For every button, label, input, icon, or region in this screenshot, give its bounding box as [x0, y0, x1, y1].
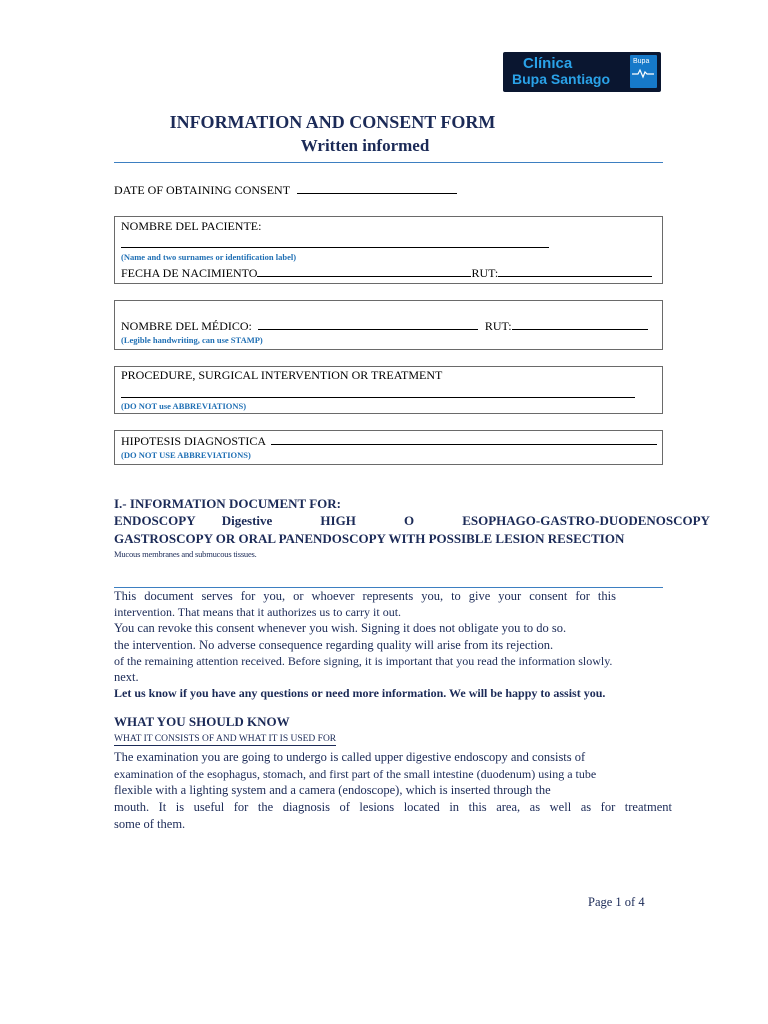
know-subheading: WHAT IT CONSISTS OF AND WHAT IT IS USED FOR: [114, 734, 337, 744]
intro-help-line: Let us know if you have any questions or need more information. We will be happy to assist you.: [114, 686, 606, 700]
birth-date-label: FECHA DE NACIMIENTO: [121, 266, 258, 280]
logo-line-1: Clínica: [523, 55, 573, 72]
logo-line-2: Bupa Santiago: [512, 71, 611, 87]
consent-date-label: DATE OF OBTAINING CONSENT: [114, 183, 290, 197]
section-heading: I.- INFORMATION DOCUMENT FOR:: [114, 496, 342, 511]
diagnosis-row: [121, 433, 657, 449]
intro-line-6: next.: [114, 670, 139, 684]
patient-name-label: NOMBRE DEL PACIENTE:: [121, 219, 262, 233]
know-line-3: flexible with a lighting system and a camera (endoscope), which is inserted through the: [114, 783, 551, 797]
doctor-hint: (Legible handwriting, can use STAMP): [121, 335, 263, 345]
bupa-badge-text: Bupa: [633, 58, 650, 65]
birth-date-field[interactable]: [257, 265, 471, 277]
clinic-logo: [503, 52, 661, 92]
patient-rut-label: RUT:: [471, 266, 499, 280]
procedure-box: [114, 366, 663, 414]
title-word-o: O: [403, 513, 415, 528]
procedure-hint: (DO NOT use ABBREVIATIONS): [121, 401, 247, 411]
patient-box: [114, 216, 663, 284]
title-word-endoscopy: ENDOSCOPY: [114, 513, 196, 528]
know-line-2: examination of the esophagus, stomach, and first part of the small intestine (duodenum) using a tube: [114, 767, 597, 781]
doctor-box: [114, 300, 663, 350]
procedure-title-line-1: [114, 513, 710, 529]
consent-date-row: [114, 182, 457, 198]
know-line-5: some of them.: [114, 817, 186, 831]
procedure-title-line-2: GASTROSCOPY OR ORAL PANENDOSCOPY WITH POSSIBLE LESION RESECTION: [114, 531, 625, 546]
doctor-rut-label: RUT:: [484, 319, 512, 333]
bupa-badge: [630, 55, 657, 88]
page-number: Page 1 of 4: [588, 895, 645, 909]
doctor-row: [121, 318, 648, 334]
patient-name-hint: (Name and two surnames or identification label): [121, 252, 297, 262]
intro-line-2: intervention. That means that it authorizes us to carry it out.: [114, 605, 402, 619]
title-word-high: HIGH: [320, 513, 356, 528]
intro-line-4: the intervention. No adverse consequence regarding quality will arise from its rejection.: [114, 638, 554, 652]
know-line-1: The examination you are going to undergo is called upper digestive endoscopy and consists of: [114, 750, 586, 764]
title-divider: [114, 162, 663, 163]
diagnosis-box: [114, 430, 663, 465]
procedure-field[interactable]: [121, 397, 635, 398]
patient-rut-field[interactable]: [498, 265, 652, 277]
doctor-rut-field[interactable]: [512, 318, 648, 330]
doctor-name-field[interactable]: [258, 318, 478, 330]
diagnosis-label: HIPOTESIS DIAGNOSTICA: [121, 434, 266, 448]
tissue-note: Mucous membranes and submucous tissues.: [114, 549, 257, 559]
section-divider: [114, 587, 663, 588]
title-word-egd: ESOPHAGO-GASTRO-DUODENOSCOPY: [462, 513, 710, 528]
patient-name-field[interactable]: [121, 247, 549, 248]
intro-line-1: This document serves for you, or whoever represents you, to give your consent for this: [114, 589, 616, 603]
intro-line-5: of the remaining attention received. Before signing, it is important that you read the information slowly.: [114, 654, 613, 668]
diagnosis-field[interactable]: [271, 433, 657, 445]
consent-date-field[interactable]: [297, 182, 457, 194]
procedure-label: PROCEDURE, SURGICAL INTERVENTION OR TREATMENT: [121, 368, 443, 382]
intro-line-3: You can revoke this consent whenever you wish. Signing it does not obligate you to do so.: [114, 621, 567, 635]
heartbeat-icon: [632, 67, 654, 79]
diagnosis-hint: (DO NOT USE ABBREVIATIONS): [121, 450, 251, 460]
title-word-digestive: Digestive: [221, 513, 273, 528]
form-subtitle: Written informed: [300, 136, 430, 155]
patient-birth-row: [121, 265, 652, 281]
form-title: INFORMATION AND CONSENT FORM: [169, 112, 496, 132]
know-line-4: mouth. It is useful for the diagnosis of lesions located in this area, as well as for treatment: [114, 800, 672, 814]
know-heading: WHAT YOU SHOULD KNOW: [114, 714, 290, 729]
doctor-name-label: NOMBRE DEL MÉDICO:: [121, 319, 252, 333]
